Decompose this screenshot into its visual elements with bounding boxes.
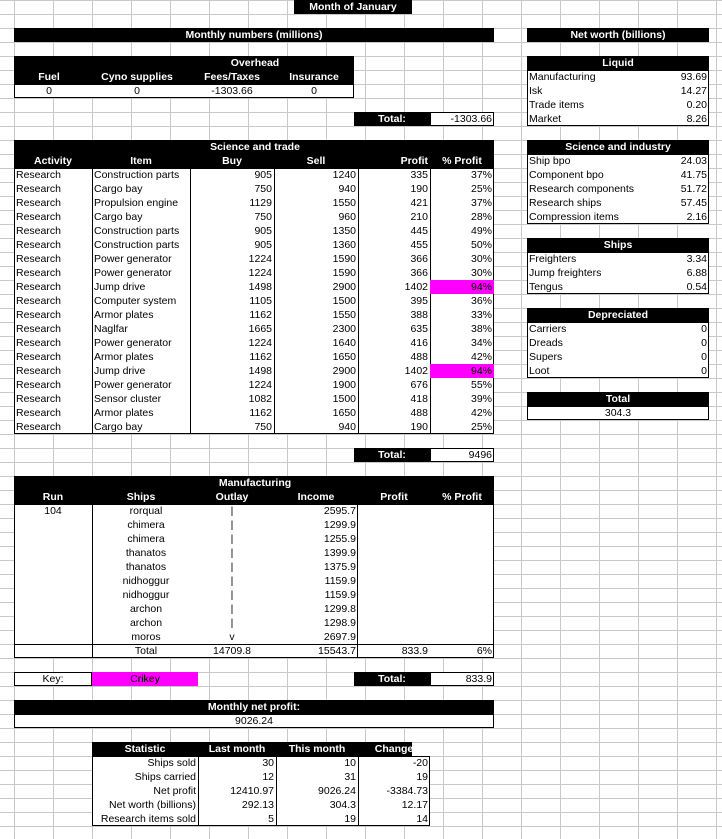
science-cell-buy[interactable]: 905	[254, 239, 272, 251]
key-total-label: Total:	[378, 673, 406, 685]
networth-depreciated-item-label: Carriers	[529, 323, 567, 335]
manufacturing-outlay-arrow: |	[230, 533, 234, 545]
manufacturing-total-pct[interactable]: 6%	[476, 645, 492, 657]
networth-ships-item-label: Freighters	[529, 253, 577, 265]
science-cell-sell[interactable]: 940	[338, 183, 356, 195]
science-cell-item[interactable]: Power generator	[94, 253, 172, 265]
key-total-value[interactable]: 833.9	[465, 673, 492, 685]
science-cell-sell[interactable]: 1500	[332, 393, 356, 405]
science-cell-item[interactable]: Cargo bay	[94, 421, 143, 433]
science-cell-item[interactable]: Cargo bay	[94, 183, 143, 195]
networth-science-industry-item-value[interactable]: 41.75	[680, 169, 707, 181]
science-cell-buy[interactable]: 905	[254, 169, 272, 181]
science-cell-item[interactable]: Jump drive	[94, 281, 146, 293]
science-cell-pct-profit[interactable]: 38%	[470, 323, 492, 335]
networth-liquid-item-label: Isk	[529, 85, 543, 97]
science-cell-sell[interactable]: 1900	[332, 379, 356, 391]
science-col-header: % Profit	[442, 155, 482, 167]
science-cell-pct-profit[interactable]: 25%	[470, 421, 492, 433]
science-cell-buy[interactable]: 1162	[249, 309, 272, 321]
networth-science-industry-item-value[interactable]: 51.72	[680, 183, 707, 195]
manufacturing-col-header: % Profit	[442, 491, 482, 503]
science-cell-item[interactable]: Power generator	[94, 267, 172, 279]
manufacturing-run-value[interactable]: 104	[44, 505, 62, 517]
overhead-total-value[interactable]: -1303.66	[450, 113, 492, 125]
science-cell-sell[interactable]: 2900	[332, 365, 356, 377]
science-col-header: Item	[130, 155, 152, 167]
stats-label: Net worth (billions)	[109, 799, 196, 811]
science-cell-item[interactable]: Naglfar	[94, 323, 128, 335]
manufacturing-ship-name[interactable]: thanatos	[125, 561, 167, 573]
science-cell-item[interactable]: Armor plates	[94, 407, 154, 419]
science-cell-profit[interactable]: 366	[410, 253, 428, 265]
science-cell-item[interactable]: Construction parts	[94, 169, 180, 181]
manufacturing-outlay-arrow: |	[230, 505, 234, 517]
networth-liquid-item-value[interactable]: 93.69	[680, 71, 707, 83]
science-col-header: Activity	[34, 155, 72, 167]
science-cell-sell[interactable]: 960	[338, 211, 356, 223]
stats-col-header: Last month	[208, 743, 266, 755]
stats-col-header: Statistic	[124, 743, 166, 755]
science-cell-activity[interactable]: Research	[16, 239, 61, 251]
science-cell-buy[interactable]: 1498	[248, 365, 272, 377]
networth-science-industry-item-value[interactable]: 2.16	[686, 211, 707, 223]
science-cell-buy[interactable]: 1129	[249, 197, 272, 209]
science-cell-sell[interactable]: 2300	[332, 323, 356, 335]
science-cell-activity[interactable]: Research	[16, 295, 61, 307]
science-cell-activity[interactable]: Research	[16, 379, 61, 391]
science-cell-buy[interactable]: 1162	[249, 351, 272, 363]
science-cell-profit[interactable]: 366	[410, 267, 428, 279]
science-cell-pct-profit[interactable]: 37%	[470, 169, 492, 181]
manufacturing-col-header: Income	[297, 491, 335, 503]
science-cell-profit[interactable]: 455	[410, 239, 428, 251]
science-cell-pct-profit[interactable]: 42%	[470, 407, 492, 419]
manufacturing-income-value[interactable]: 1399.9	[323, 547, 356, 559]
manufacturing-outlay-arrow: |	[230, 575, 234, 587]
science-total-label: Total:	[378, 449, 406, 461]
science-cell-activity[interactable]: Research	[16, 183, 61, 195]
science-cell-activity[interactable]: Research	[16, 323, 61, 335]
science-cell-activity[interactable]: Research	[16, 169, 61, 181]
science-cell-buy[interactable]: 1665	[248, 323, 272, 335]
monthly-numbers-header: Monthly numbers (millions)	[14, 28, 494, 42]
science-cell-buy[interactable]: 750	[254, 211, 272, 223]
networth-total-value[interactable]: 304.3	[604, 407, 632, 419]
networth-ships-item-label: Tengus	[529, 281, 563, 293]
stats-change[interactable]: 12.17	[401, 799, 428, 811]
science-cell-buy[interactable]: 1224	[248, 267, 272, 279]
science-cell-pct-profit[interactable]: 30%	[470, 267, 492, 279]
manufacturing-col-header: Run	[42, 491, 64, 503]
stats-last-month[interactable]: 12410.97	[230, 785, 274, 797]
science-cell-sell[interactable]: 1640	[332, 337, 356, 349]
science-cell-activity[interactable]: Research	[16, 407, 61, 419]
science-cell-buy[interactable]: 1498	[248, 281, 272, 293]
science-cell-profit[interactable]: 210	[410, 211, 428, 223]
networth-liquid-item-label: Manufacturing	[529, 71, 596, 83]
science-cell-pct-profit[interactable]: 42%	[470, 351, 492, 363]
manufacturing-ship-name[interactable]: chimera	[127, 519, 165, 531]
stats-label: Net profit	[153, 785, 196, 797]
networth-depreciated-item-value[interactable]: 0	[701, 337, 707, 349]
manufacturing-income-value[interactable]: 1299.9	[323, 519, 356, 531]
manufacturing-outlay-arrow: |	[230, 547, 234, 559]
science-cell-activity[interactable]: Research	[16, 351, 61, 363]
manufacturing-income-value[interactable]: 1375.9	[323, 561, 356, 573]
science-cell-item[interactable]: Armor plates	[94, 309, 154, 321]
science-cell-activity[interactable]: Research	[16, 253, 61, 265]
science-cell-sell[interactable]: 940	[338, 421, 356, 433]
key-highlight-swatch: Crikey	[92, 672, 198, 686]
manufacturing-income-value[interactable]: 2697.9	[323, 631, 356, 643]
science-cell-pct-profit[interactable]: 33%	[470, 309, 492, 321]
networth-depreciated-item-value[interactable]: 0	[701, 323, 707, 335]
manufacturing-income-value[interactable]: 1298.9	[323, 617, 356, 629]
science-cell-buy[interactable]: 1224	[248, 337, 272, 349]
science-cell-sell[interactable]: 1550	[332, 309, 356, 321]
stats-label: Research items sold	[100, 813, 196, 825]
science-cell-buy[interactable]: 1105	[249, 295, 272, 307]
science-group-label: Science and trade	[210, 141, 300, 153]
overhead-col-header: Fees/Taxes	[204, 71, 260, 83]
page-title: Month of January	[294, 0, 412, 14]
stats-this-month[interactable]: 10	[344, 757, 356, 769]
stats-change[interactable]: -20	[412, 757, 428, 769]
stats-last-month[interactable]: 12	[262, 771, 274, 783]
science-cell-profit[interactable]: 421	[410, 197, 428, 209]
science-cell-pct-profit[interactable]: 34%	[470, 337, 492, 349]
science-cell-profit[interactable]: 1402	[404, 281, 428, 293]
science-cell-activity[interactable]: Research	[16, 211, 61, 223]
science-cell-buy[interactable]: 1224	[248, 253, 272, 265]
science-cell-pct-profit[interactable]: 36%	[470, 295, 492, 307]
science-cell-pct-profit[interactable]: 25%	[470, 183, 492, 195]
science-cell-profit[interactable]: 395	[410, 295, 428, 307]
science-cell-pct-profit[interactable]: 30%	[470, 253, 492, 265]
science-cell-sell[interactable]: 1590	[332, 253, 356, 265]
manufacturing-ship-name[interactable]: nidhoggur	[122, 575, 170, 587]
networth-science-industry-item-label: Component bpo	[529, 169, 604, 181]
manufacturing-col-header: Ships	[126, 491, 156, 503]
stats-label: Ships sold	[147, 757, 196, 769]
stats-change[interactable]: -3384.73	[386, 785, 428, 797]
science-cell-profit[interactable]: 1402	[404, 365, 428, 377]
key-label: Key:	[42, 673, 64, 685]
science-cell-activity[interactable]: Research	[16, 267, 61, 279]
manufacturing-income-value[interactable]: 1159.9	[324, 575, 356, 587]
science-cell-profit[interactable]: 488	[410, 407, 428, 419]
science-cell-activity[interactable]: Research	[16, 197, 61, 209]
networth-liquid-item-value[interactable]: 0.20	[686, 99, 707, 111]
stats-this-month[interactable]: 9026.24	[318, 785, 356, 797]
stats-label: Ships carried	[134, 771, 196, 783]
manufacturing-total-outlay[interactable]: 14709.8	[213, 645, 251, 657]
manufacturing-outlay-arrow: v	[229, 631, 235, 643]
networth-liquid-item-label: Trade items	[529, 99, 585, 111]
manufacturing-group-label: Manufacturing	[218, 477, 292, 489]
manufacturing-income-value[interactable]: 1159.9	[324, 589, 356, 601]
networth-depreciated-item-label: Dreads	[529, 337, 563, 349]
science-total-value[interactable]: 9496	[468, 449, 492, 461]
science-col-header: Buy	[222, 155, 242, 167]
stats-this-month[interactable]: 304.3	[329, 799, 356, 811]
science-cell-item[interactable]: Construction parts	[94, 225, 180, 237]
manufacturing-ship-name[interactable]: chimera	[127, 533, 165, 545]
overhead-col-header: Fuel	[38, 71, 60, 83]
stats-change[interactable]: 19	[416, 771, 428, 783]
science-cell-pct-profit[interactable]: 94%	[430, 280, 494, 294]
stats-this-month[interactable]: 19	[344, 813, 356, 825]
networth-science-industry-item-label: Compression items	[529, 211, 619, 223]
manufacturing-col-header: Outlay	[215, 491, 249, 503]
manufacturing-income-value[interactable]: 1299.8	[323, 603, 356, 615]
stats-this-month[interactable]: 31	[344, 771, 356, 783]
science-cell-sell[interactable]: 1240	[332, 169, 356, 181]
science-cell-activity[interactable]: Research	[16, 309, 61, 321]
networth-science-industry-header: Science and industry	[527, 140, 709, 154]
networth-liquid-header: Liquid	[527, 56, 709, 70]
networth-liquid-item-label: Market	[529, 113, 562, 125]
overhead-col-header: Insurance	[289, 71, 339, 83]
science-cell-profit[interactable]: 416	[410, 337, 428, 349]
stats-col-header: Change	[374, 743, 414, 755]
science-cell-activity[interactable]: Research	[16, 337, 61, 349]
manufacturing-col-header: Profit	[380, 491, 408, 503]
science-cell-sell[interactable]: 1360	[332, 239, 356, 251]
science-col-header: Sell	[306, 155, 326, 167]
manufacturing-outlay-arrow: |	[230, 589, 234, 601]
networth-depreciated-header: Depreciated	[527, 308, 709, 322]
networth-ships-item-value[interactable]: 6.88	[686, 267, 707, 279]
science-cell-item[interactable]: Sensor cluster	[94, 393, 162, 405]
science-cell-profit[interactable]: 676	[410, 379, 428, 391]
science-cell-profit[interactable]: 488	[410, 351, 428, 363]
networth-header: Net worth (billions)	[527, 28, 709, 42]
manufacturing-income-value[interactable]: 1255.9	[323, 533, 356, 545]
science-cell-profit[interactable]: 388	[410, 309, 428, 321]
overhead-value[interactable]: 0	[311, 85, 317, 97]
networth-science-industry-item-label: Ship bpo	[529, 155, 571, 167]
science-cell-buy[interactable]: 905	[254, 225, 272, 237]
science-cell-buy[interactable]: 750	[254, 421, 272, 433]
networth-total-header: Total	[527, 392, 709, 406]
science-cell-sell[interactable]: 1500	[332, 295, 356, 307]
networth-science-industry-item-label: Research components	[529, 183, 635, 195]
science-cell-item[interactable]: Computer system	[94, 295, 177, 307]
science-cell-item[interactable]: Power generator	[94, 379, 172, 391]
stats-last-month[interactable]: 5	[268, 813, 274, 825]
science-cell-profit[interactable]: 418	[410, 393, 428, 405]
science-cell-pct-profit[interactable]: 55%	[470, 379, 492, 391]
manufacturing-total-profit[interactable]: 833.9	[401, 645, 428, 657]
networth-depreciated-item-label: Supers	[529, 351, 563, 363]
manufacturing-ship-name[interactable]: archon	[129, 617, 163, 629]
networth-ships-item-label: Jump freighters	[529, 267, 602, 279]
manufacturing-outlay-arrow: |	[230, 561, 234, 573]
manufacturing-ship-name[interactable]: archon	[129, 603, 163, 615]
manufacturing-ship-name[interactable]: nidhoggur	[122, 589, 170, 601]
science-cell-pct-profit[interactable]: 37%	[470, 197, 492, 209]
stats-last-month[interactable]: 292.13	[241, 799, 274, 811]
manufacturing-total-income[interactable]: 15543.7	[318, 645, 356, 657]
science-col-header: Profit	[400, 155, 428, 167]
science-cell-item[interactable]: Jump drive	[94, 365, 146, 377]
science-cell-item[interactable]: Cargo bay	[94, 211, 143, 223]
networth-liquid-item-value[interactable]: 8.26	[686, 113, 707, 125]
manufacturing-ship-name[interactable]: rorqual	[129, 505, 163, 517]
stats-change[interactable]: 14	[416, 813, 428, 825]
manufacturing-ship-name[interactable]: Total	[134, 645, 158, 657]
science-cell-profit[interactable]: 190	[410, 421, 428, 433]
science-cell-buy[interactable]: 1082	[248, 393, 272, 405]
networth-ships-header: Ships	[527, 238, 709, 252]
overhead-value[interactable]: 0	[134, 85, 140, 97]
science-cell-activity[interactable]: Research	[16, 393, 61, 405]
networth-science-industry-item-label: Research ships	[529, 197, 602, 209]
overhead-value[interactable]: 0	[46, 85, 52, 97]
networth-depreciated-item-value[interactable]: 0	[701, 365, 707, 377]
overhead-total-label: Total:	[378, 113, 406, 125]
science-cell-sell[interactable]: 2900	[332, 281, 356, 293]
science-cell-activity[interactable]: Research	[16, 365, 61, 377]
science-cell-pct-profit[interactable]: 39%	[470, 393, 492, 405]
net-profit-header: Monthly net profit:	[14, 700, 494, 714]
overhead-value[interactable]: -1303.66	[211, 85, 253, 97]
science-cell-item[interactable]: Propulsion engine	[94, 197, 179, 209]
stats-last-month[interactable]: 30	[262, 757, 274, 769]
science-cell-pct-profit[interactable]: 94%	[430, 364, 494, 378]
science-cell-item[interactable]: Construction parts	[94, 239, 180, 251]
science-cell-sell[interactable]: 1590	[332, 267, 356, 279]
manufacturing-outlay-arrow: |	[230, 603, 234, 615]
science-cell-profit[interactable]: 635	[410, 323, 428, 335]
science-cell-profit[interactable]: 190	[410, 183, 428, 195]
networth-ships-item-value[interactable]: 0.54	[686, 281, 707, 293]
manufacturing-ship-name[interactable]: thanatos	[125, 547, 167, 559]
net-profit-value[interactable]: 9026.24	[235, 715, 273, 727]
manufacturing-income-value[interactable]: 2595.7	[323, 505, 356, 517]
science-cell-buy[interactable]: 1162	[249, 407, 272, 419]
manufacturing-outlay-arrow: |	[230, 617, 234, 629]
science-cell-sell[interactable]: 1650	[332, 407, 356, 419]
networth-liquid-item-value[interactable]: 14.27	[680, 85, 707, 97]
science-cell-activity[interactable]: Research	[16, 225, 61, 237]
networth-depreciated-item-value[interactable]: 0	[701, 351, 707, 363]
science-cell-activity[interactable]: Research	[16, 421, 61, 433]
manufacturing-ship-name[interactable]: moros	[131, 631, 161, 643]
science-cell-activity[interactable]: Research	[16, 281, 61, 293]
science-cell-sell[interactable]: 1550	[332, 197, 356, 209]
science-cell-sell[interactable]: 1650	[332, 351, 356, 363]
networth-science-industry-item-value[interactable]: 24.03	[680, 155, 707, 167]
networth-depreciated-item-label: Loot	[529, 365, 550, 377]
science-cell-pct-profit[interactable]: 28%	[470, 211, 492, 223]
science-cell-pct-profit[interactable]: 49%	[470, 225, 492, 237]
manufacturing-outlay-arrow: |	[230, 519, 234, 531]
networth-ships-item-value[interactable]: 3.34	[686, 253, 707, 265]
science-cell-buy[interactable]: 750	[254, 183, 272, 195]
science-cell-profit[interactable]: 335	[410, 169, 428, 181]
networth-science-industry-item-value[interactable]: 57.45	[680, 197, 707, 209]
science-cell-pct-profit[interactable]: 50%	[470, 239, 492, 251]
science-cell-item[interactable]: Armor plates	[94, 351, 154, 363]
science-cell-buy[interactable]: 1224	[248, 379, 272, 391]
overhead-col-header: Cyno supplies	[101, 71, 173, 83]
science-cell-sell[interactable]: 1350	[332, 225, 356, 237]
science-cell-item[interactable]: Power generator	[94, 337, 172, 349]
overhead-group-label: Overhead	[230, 57, 280, 69]
science-cell-profit[interactable]: 445	[410, 225, 428, 237]
stats-col-header: This month	[288, 743, 346, 755]
